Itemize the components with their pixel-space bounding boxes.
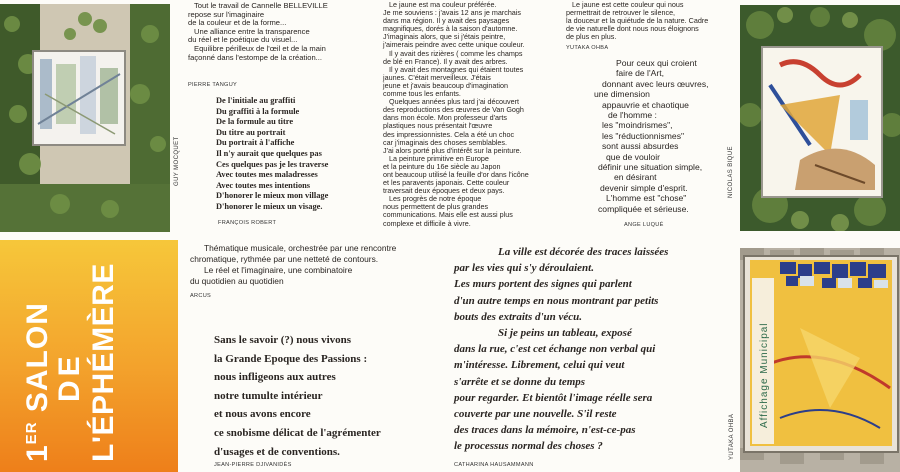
banner-line1-number: 1: [21, 444, 54, 462]
poem-line: compliquée et sérieuse.: [598, 203, 689, 214]
poem-line: et nous avons encore: [214, 408, 311, 421]
text-line: des impressionnistes. Cela a été un choc: [383, 129, 515, 139]
poem-line: L'homme est "chose": [606, 193, 687, 204]
text-line: permettrait de retrouver le silence,: [566, 8, 676, 18]
text-line: de blé en France). Il y avait des arbres.: [383, 56, 508, 66]
poem-line: Du titre au portrait: [216, 127, 286, 137]
text-line: le processus normal des choses ?: [454, 440, 603, 453]
text-line: Le jaune est cette couleur qui nous: [572, 0, 684, 9]
text-line: pour regarder. Et bientôt l'image réelle sera: [454, 391, 653, 404]
text-line: Il y avait des rizières ( comme les champs: [389, 48, 523, 58]
text-line: par les vies qui s'y déroulaient.: [454, 262, 594, 275]
text-line: repose sur l'imaginaire: [188, 9, 265, 19]
text-line: Une alliance entre la transparence: [194, 26, 310, 36]
text-line: de plus en plus.: [566, 32, 617, 42]
poem-line: les "moindrismes",: [602, 120, 673, 131]
photo-affichage-municipal-image: [740, 248, 900, 472]
text-line: s'arrête et se donne du temps: [454, 375, 586, 388]
text-line: Je me souviens : j'avais 12 ans je marchais: [383, 8, 521, 18]
text-line: La peinture primitive en Europe: [389, 153, 489, 163]
text-line: dans mon école. Mon professeur d'arts: [383, 113, 508, 123]
text-line: de vie naturelle dont nous nous éloignons: [566, 24, 699, 34]
poster-sign-text: Affichage Municipal: [759, 322, 770, 428]
poem-line: définir une situation simple,: [598, 162, 703, 173]
text-line: du réel et le poétique du visuel...: [188, 35, 298, 45]
text-line: J'imaginais alors, que si j'étais peintre,: [383, 32, 506, 42]
text-line: du quotidien au quotidien: [190, 276, 284, 286]
poem-line: appauvrie et chaotique: [602, 99, 689, 110]
text-line: J'ai alors porté plus d'intérêt sur la peinture.: [383, 145, 522, 155]
text-line: Thématique musicale, orchestrée par une rencontre: [204, 243, 397, 253]
text-line: plastiques nous présentait l'œuvre: [383, 121, 493, 131]
caption-francois-robert: FRANÇOIS ROBERT: [218, 220, 277, 226]
text-line: j'aimerais peindre avec cette unique couleur.: [383, 40, 525, 50]
banner-line3: L'ÉPHÉMÈRE: [87, 263, 120, 462]
poem-line: donnant avec leurs œuvres,: [602, 78, 709, 89]
text-line: Tout le travail de Cannelle BELLEVILLE: [194, 1, 328, 10]
caption-pierre-tanguy: PIERRE TANGUY: [188, 82, 238, 88]
poem-line: Il n'y aurait que quelques pas: [216, 148, 322, 158]
text-line: comme tous les enfants.: [383, 89, 461, 99]
poem-line: de l'homme :: [608, 110, 657, 121]
text-line: Les progrès de notre époque: [389, 194, 482, 204]
caption-guy-mocquet: GUY MOCQUET: [174, 136, 180, 186]
text-line: de la couleur et de la forme...: [188, 18, 287, 28]
text-catharina: [454, 244, 734, 455]
banner-salon: [0, 240, 178, 472]
caption-nicolas-bique: NICOLAS BIQUE: [728, 146, 734, 198]
poem-line: Pour ceux qui croient: [616, 58, 697, 68]
text-line: bouts des extraits d'un vécu.: [454, 310, 583, 323]
text-line: magnifiques, dorés à la saison d'automne.: [383, 24, 518, 34]
text-line: couverte par une nouvelle. S'il reste: [454, 408, 617, 421]
text-line: chromatique, rythmée par une netteté de contours.: [190, 254, 379, 264]
text-line: jaunes. C'était merveilleux. J'étais: [383, 72, 491, 82]
text-line: Il y avait des montagnes qui étaient toutes: [389, 64, 524, 74]
caption-yutaka-ohba-vertical: YUTAKA OHBA: [729, 413, 735, 460]
text-line: Les murs portent des signes qui parlent: [454, 278, 632, 291]
banner-title: [16, 252, 166, 462]
poem-line: De l'initiale au graffiti: [216, 96, 296, 105]
text-line: communications. Mais elle est aussi plus: [383, 210, 513, 220]
text-line: façonné dans l'estompe de la création...: [188, 52, 323, 62]
poem-line: Du portrait à l'affiche: [216, 138, 295, 148]
text-line: ont beaucoup utilisé la feuille d'or dans l'icône: [383, 169, 529, 179]
poem-line: les "réductionnismes": [602, 130, 685, 141]
text-col1-intro: [188, 2, 378, 62]
poem-jean-pierre: [214, 331, 454, 461]
poem-line: Du graffiti à la formule: [216, 106, 300, 116]
text-arcus: [190, 243, 470, 287]
text-line: et la peinture du 16e siècle au Japon: [383, 161, 501, 171]
text-line: Le réel et l'imaginaire, une combinatoire: [204, 265, 353, 275]
poem-line: faire de l'Art,: [616, 68, 664, 79]
text-line: dans ma région. Il y avait des paysages: [383, 16, 510, 26]
poem-line: Avec toutes mes intentions: [216, 180, 311, 190]
poem-line: en désirant: [614, 172, 657, 183]
text-line: des reproductions des œuvres de Van Gogh: [383, 105, 524, 115]
poem-line: que de vouloir: [606, 151, 660, 162]
text-line: nous permettent de plus grandes: [383, 202, 489, 212]
poem-line: sont aussi absurdes: [602, 141, 679, 152]
banner-line1-word: SALON: [21, 302, 54, 413]
caption-ange-luque: ANGE LUQUÉ: [624, 222, 664, 228]
poem-line: devenir simple d'esprit.: [600, 182, 688, 193]
text-line: La ville est décorée des traces laissées: [498, 246, 669, 258]
text-line: m'intéresse. Librement, celui qui veut: [454, 359, 625, 372]
photo-affichage-municipal: [740, 248, 900, 472]
photo-ivy-wall: [0, 4, 170, 232]
poem-line: Sans le savoir (?) nous vivons: [214, 334, 352, 346]
text-col3-top: [566, 1, 741, 41]
poem-line: une dimension: [594, 89, 650, 100]
text-line: complexe et difficile à vivre.: [383, 218, 471, 228]
poem-line: la Grande Epoque des Passions :: [214, 352, 368, 365]
poem-line: D'honorer le mieux un visage.: [216, 201, 323, 211]
photo-abstract-painting-image: [740, 5, 900, 231]
text-line: Quelques années plus tard j'ai découvert: [389, 97, 520, 107]
poem-line: nous infligeons aux autres: [214, 371, 336, 384]
poem-line: Ces quelques pas je les traverse: [216, 159, 329, 169]
poem-line: notre tumulte intérieur: [214, 389, 323, 402]
banner-line2: DE: [53, 352, 86, 402]
poem-line: De la formule au titre: [216, 117, 294, 127]
text-line: et les paravents japonais. Cette couleur: [383, 178, 510, 188]
caption-arcus: ARCUS: [190, 293, 212, 299]
text-line: la douceur et la quiétude de la nature. Cadre: [566, 16, 709, 26]
text-line: Le jaune est ma couleur préférée.: [389, 0, 497, 9]
text-line: Si je peins un tableau, exposé: [498, 327, 632, 340]
caption-yutaka-ohba-top: YUTAKA OHBA: [566, 45, 609, 51]
poem-col3: [594, 58, 744, 214]
text-line: des traces dans la mémoire, n'est-ce-pas: [454, 424, 636, 437]
photo-abstract-painting: [740, 5, 900, 231]
poem-line: d'usages et de conventions.: [214, 445, 340, 458]
text-line: d'un autre temps en nous montrant par petits: [454, 294, 659, 307]
caption-catharina-hausammann: CATHARINA HAUSAMMANN: [454, 462, 534, 468]
text-line: traversait deux époques et deux pays.: [383, 186, 505, 196]
banner-line1-superscript: ER: [23, 421, 40, 445]
text-line: dans la rue, c'est cet échange non verbal qui: [454, 343, 656, 356]
photo-ivy-wall-image: [0, 4, 170, 232]
text-line: Equilibre périlleux de l'œil et de la main: [194, 43, 326, 53]
text-line: jeune et j'avais beaucoup d'imagination: [383, 80, 509, 90]
caption-jean-pierre-djivanides: JEAN-PIERRE DJIVANIDÈS: [214, 462, 292, 468]
poem-col1: [216, 96, 386, 213]
poem-line: Avec toutes mes maladresses: [216, 170, 318, 180]
text-line: car j'imaginais des choses semblables.: [383, 137, 508, 147]
poem-line: D'honorer le mieux mon village: [216, 191, 329, 201]
poem-line: ce snobisme délicat de l'agrémenter: [214, 426, 381, 439]
text-col2: [383, 1, 563, 228]
